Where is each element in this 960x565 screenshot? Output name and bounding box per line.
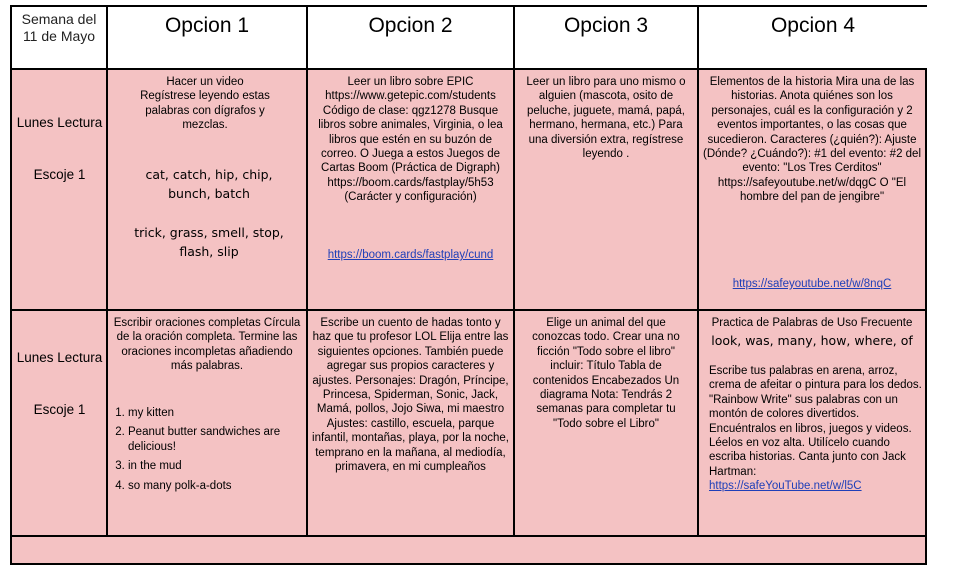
row1-option-1 bbox=[108, 70, 308, 311]
row2-opt1-list bbox=[110, 406, 308, 498]
option-2-title: Opcion 2 bbox=[368, 14, 453, 37]
row2-day-cell bbox=[12, 311, 108, 537]
header-option-3 bbox=[515, 7, 699, 70]
week-header bbox=[12, 7, 108, 70]
row2-choose-label: Escoje 1 bbox=[33, 402, 86, 417]
option-4-title: Opcion 4 bbox=[770, 14, 856, 37]
row1-opt1-intro: Hacer un video Regístrese leyendo estas palabras con dígrafos y mezclas. bbox=[140, 76, 270, 132]
row1-opt2-text: Leer un libro sobre EPIC https://www.getepic.com/students Código de clase: qgz1278 Busque libros sobre animales, Virginia, o lea libros que estén en su buzón de correo. O Juega a estos Juegos de Cartas Boom (Práctica de Digraph) https://boom.cards/fastplay/5h53 (Carácter y configuración) bbox=[318, 76, 503, 204]
option-1-title: Opcion 1 bbox=[164, 14, 250, 37]
option-3-title: Opcion 3 bbox=[563, 14, 649, 37]
row1-option-2 bbox=[308, 70, 515, 311]
row1-day-label: Lunes Lectura bbox=[16, 115, 103, 130]
row2-option-2 bbox=[308, 311, 515, 537]
row1-choose-label: Escoje 1 bbox=[33, 167, 86, 182]
list-item: 2. Peanut butter sandwiches are delicious! bbox=[128, 425, 308, 454]
list-item: 3. in the mud bbox=[128, 459, 308, 473]
week-label: Semana del 11 de Mayo bbox=[21, 11, 97, 44]
lesson-table bbox=[10, 5, 927, 565]
row1-option-3 bbox=[515, 70, 699, 311]
row2-day-label: Lunes Lectura bbox=[16, 350, 103, 365]
row2-opt4-words: look, was, many, how, where, of bbox=[711, 333, 913, 348]
row1-opt4-text: Elementos de la historia Mira una de las historias. Anota quiénes son los personajes, cuál es la configuración y 2 eventos importantes, o las cosas que sucedieron. Caracteres (¿quién?): Ajuste (Dónde? ¿Cuándo?): #1 del evento: #2 del evento: "Los Tres Cerditos" https://safeyoutube.net/w/dqgC O "El hombre del pan de jengibre" bbox=[703, 76, 922, 204]
row1-opt1-words-1: cat, catch, hip, chip, bunch, batch bbox=[145, 167, 273, 201]
list-item: 4. so many polk-a-dots bbox=[128, 479, 308, 493]
row2-opt1-intro: Escribir oraciones completas Círcula de la oración completa. Termine las oraciones incompletas añadiendo más palabras. bbox=[113, 317, 301, 373]
row2-opt4-link[interactable]: https://safeYouTube.net/w/l5C bbox=[709, 480, 862, 492]
header-option-2 bbox=[308, 7, 515, 70]
header-option-4 bbox=[699, 7, 927, 70]
row1-opt2-link[interactable]: https://boom.cards/fastplay/cund bbox=[327, 249, 494, 261]
row2-option-4 bbox=[699, 311, 927, 537]
row2-opt4-text: Escribe tus palabras en arena, arroz, crema de afeitar o pintura para los dedos. "Rainbow Write" sus palabras con un montón de colores divertidos. Encuéntralos en libros, juegos y videos. Léelos en voz alta. Utilícelo cuando escriba historias. Canta junto con Jack Hartman: bbox=[709, 365, 922, 478]
header-option-1 bbox=[108, 7, 308, 70]
row1-opt3-text: Leer un libro para uno mismo o alguien (mascota, osito de peluche, juguete, mamá, papá, hermano, hermana, etc.) Para una diversión extra, regístrese leyendo . bbox=[526, 76, 686, 161]
row2-option-3 bbox=[515, 311, 699, 537]
row2-option-1 bbox=[108, 311, 308, 537]
row1-opt4-link[interactable]: https://safeyoutube.net/w/8nqC bbox=[732, 278, 892, 290]
row1-option-4 bbox=[699, 70, 927, 311]
row2-opt4-title: Practica de Palabras de Uso Frecuente bbox=[711, 317, 913, 329]
list-item: 1. my kitten bbox=[128, 406, 308, 420]
row1-opt1-words-2: trick, grass, smell, stop, flash, slip bbox=[134, 225, 284, 259]
row2-opt3-text: Elige un animal del que conozcas todo. Crear una no ficción "Todo sobre el libro" incluir: Título Tabla de contenidos Encabezados Un diagrama Nota: Tendrás 2 semanas para completar tu "Todo sobre el Libro" bbox=[532, 317, 680, 430]
row1-day-cell bbox=[12, 70, 108, 311]
row2-opt2-text: Escribe un cuento de hadas tonto y haz que tu profesor LOL Elija entre las siguientes opciones. También puede agregar sus propios caracteres y ajustes. Personajes: Dragón, Príncipe, Princesa, Spiderman, Sonic, Jack, Mamá, pollos, Jojo Siwa, mi maestro Ajustes: castillo, escuela, parque infantil, montañas, playa, por la noche, temprano en la mañana, al mediodía, primavera, en mi cumpleaños bbox=[312, 317, 509, 474]
